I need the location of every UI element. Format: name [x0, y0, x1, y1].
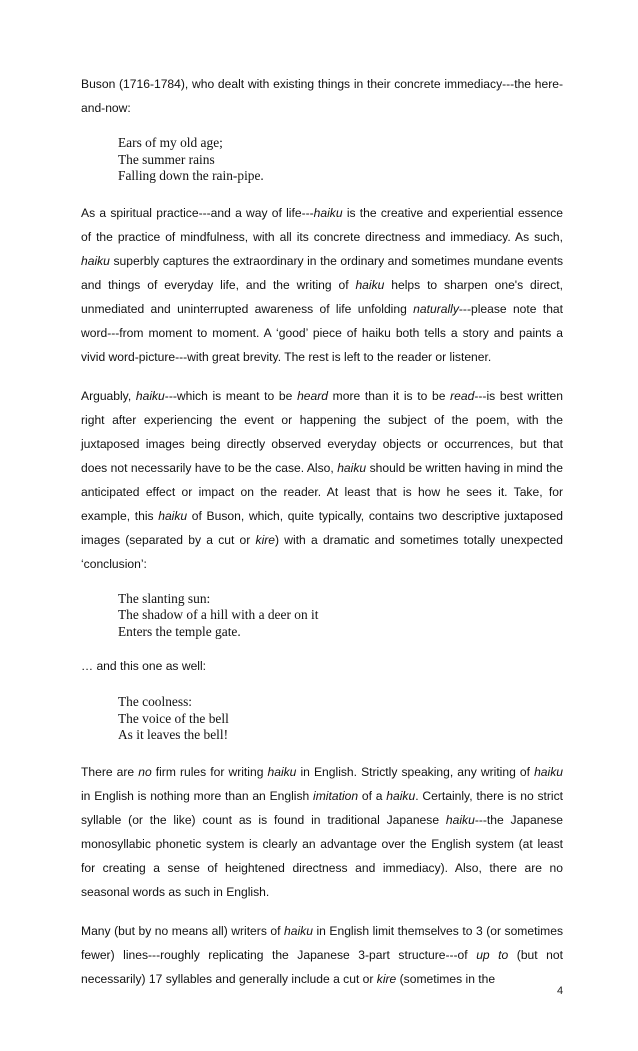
poem-line: As it leaves the bell! [118, 727, 229, 742]
italic-term: haiku [355, 277, 385, 292]
italic-term: read [450, 388, 475, 403]
italic-term: heard [297, 388, 328, 403]
italic-term: haiku [337, 460, 367, 475]
text-run: ) with a dramatic and sometimes totally unexpected ‘conclusion’: [81, 532, 563, 571]
poem-line: The summer rains [118, 151, 215, 167]
italic-term: kire [376, 971, 397, 986]
italic-term: kire [255, 532, 276, 547]
italic-term: haiku [81, 253, 110, 268]
text-run: is the creative and experiential essence of the practice of mindfulness, with all its concrete directness and immediacy. As such, [81, 205, 564, 244]
text-run: (sometimes in the [396, 971, 496, 986]
document-page [81, 72, 563, 991]
text-run: Many (but by no means all) writers of [81, 923, 285, 938]
page-number: 4 [557, 985, 564, 997]
text-run: firm rules for writing [151, 764, 268, 779]
text-run: ---which is meant to be [164, 388, 298, 403]
text-run: in English. Strictly speaking, any writing of [296, 764, 535, 779]
poem-line: Enters the temple gate. [118, 623, 241, 639]
text-run: ---the Japanese monosyllabic phonetic system is clearly an advantage over the English system (at least for creating a sense of heightened directness and immediacy). Also, there are no seasonal words as such in English. [81, 812, 563, 899]
italic-term: haiku [386, 788, 416, 803]
text-run: helps to sharpen one's direct, unmediated and uninterrupted awareness of life unfolding [81, 277, 563, 316]
intro-text: Buson (1716-1784), who dealt with existing things in their concrete immediacy---the here-and-now: [81, 77, 563, 115]
text-run: more than it is to be [328, 388, 451, 403]
italic-term: haiku [313, 205, 343, 220]
connector-line [81, 654, 563, 678]
text-run: Arguably, [81, 388, 136, 403]
italic-term: haiku [284, 923, 313, 938]
text-run: of a [358, 788, 387, 803]
no-firm-rules-paragraph [81, 760, 563, 904]
text-run: in English is nothing more than an English [81, 788, 314, 803]
text-run: superbly captures the extraordinary in the ordinary and sometimes mundane events and things of everyday life, and the writing of [81, 253, 563, 292]
italic-term: up to [476, 947, 509, 962]
arguably-paragraph [81, 384, 563, 576]
italic-term: haiku [267, 764, 297, 779]
intro-paragraph [81, 72, 563, 120]
italic-term: no [138, 764, 152, 779]
text-run: . Certainly, there is no strict syllable (or the like) count as is found in traditional Japanese [81, 788, 564, 827]
text-run: ---is best written right after experiencing the event or happening the subject of the poem, with the juxtaposed images being directly observed everyday objects or occurrences, but that does not necessarily have to be the case. Also, [81, 388, 564, 475]
italic-term: haiku [158, 508, 188, 523]
poem-slanting-sun [118, 591, 563, 641]
many-writers-paragraph [81, 919, 563, 991]
text-run: of Buson, which, quite typically, contains two descriptive juxtaposed images (separated by a cut or [81, 508, 563, 547]
text-run: ---please note that word---from moment to moment. A ‘good’ piece of haiku both tells a story and paints a vivid word-picture---with great brevity. The rest is left to the reader or listener. [81, 301, 564, 364]
italic-term: naturally [413, 301, 459, 316]
poem-line: The voice of the bell [118, 710, 229, 726]
poem-line: Falling down the rain-pipe. [118, 168, 264, 183]
poem-line: Ears of my old age; [118, 135, 223, 150]
text-run: There are [81, 764, 139, 779]
poem-line: The slanting sun: [118, 590, 211, 606]
connector-text: … and this one as well: [81, 659, 207, 673]
poem-ears-of-my-old-age [118, 135, 563, 185]
poem-line: The coolness: [118, 694, 193, 709]
spiritual-practice-paragraph [81, 201, 563, 369]
italic-term: haiku [135, 388, 165, 403]
text-run: As a spiritual practice---and a way of life--- [81, 205, 314, 220]
text-run: in English limit themselves to 3 (or sometimes fewer) lines---roughly replicating the Japanese 3-part structure---of [81, 923, 563, 962]
text-run: (but not necessarily) 17 syllables and generally include a cut or [81, 947, 563, 986]
italic-term: haiku [534, 764, 563, 779]
italic-term: haiku [445, 812, 475, 827]
text-run: should be written having in mind the anticipated effect or impact on the reader. At least that is how he sees it. Take, for example, this [81, 460, 563, 523]
poem-line: The shadow of a hill with a deer on it [118, 607, 319, 622]
italic-term: imitation [313, 788, 359, 803]
poem-coolness [118, 694, 563, 744]
